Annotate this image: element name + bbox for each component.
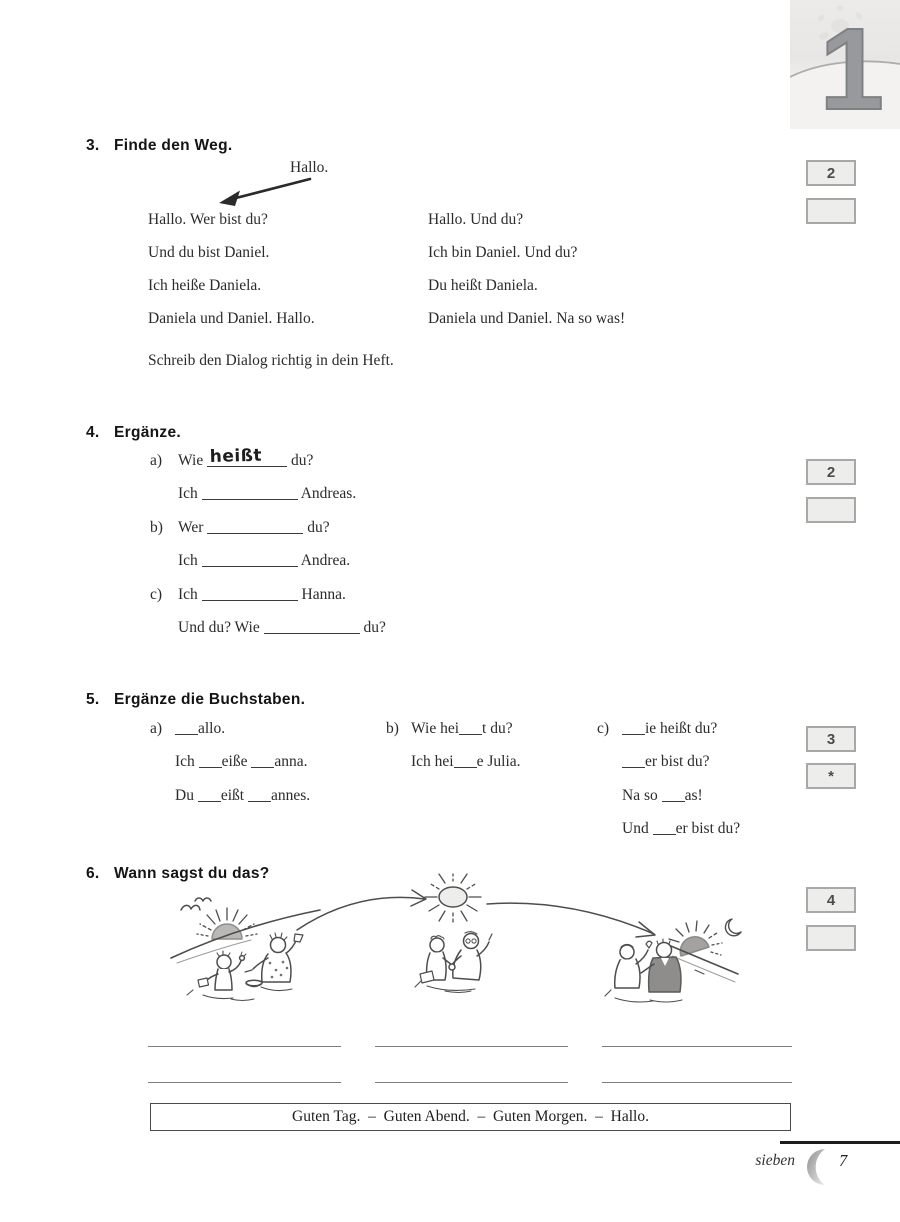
blank-line (264, 617, 360, 634)
line-text: Andreas. (297, 485, 357, 503)
waving-person-figure (198, 951, 246, 990)
item-label (386, 745, 411, 778)
crescent-moon-icon (725, 919, 741, 936)
item-label: a) (150, 452, 163, 469)
item-label (150, 745, 175, 778)
exercise-title: Wann sagst du das? (114, 865, 270, 882)
bowl-icon (246, 980, 262, 986)
exercise-5-column-c (597, 712, 740, 846)
item-label (150, 611, 178, 644)
blank-line (207, 445, 287, 468)
dialog-left-column (148, 203, 315, 335)
item-label (597, 812, 622, 845)
answer-line (375, 1082, 568, 1083)
line-text: Du (175, 786, 198, 804)
blank-line (202, 584, 298, 601)
blank-line (248, 785, 271, 802)
blank-line (202, 551, 298, 568)
line-text: allo. (198, 720, 226, 737)
blank-line (202, 484, 298, 501)
exercise-5-column-b (386, 712, 521, 779)
exercise-4-heading (86, 424, 181, 442)
fill-line (150, 712, 310, 745)
dialog-line: Du heißt Daniela. (428, 277, 538, 294)
fill-line (597, 779, 740, 812)
page-number-word: sieben (755, 1152, 795, 1169)
blank-line (198, 785, 221, 802)
dialog-right-column (428, 203, 625, 335)
line-text: Hanna. (297, 585, 346, 603)
answer-line (148, 1082, 341, 1083)
line-text: Andrea. (297, 552, 351, 570)
ground-strokes (187, 987, 292, 1001)
sunset-evening-scene (605, 919, 741, 1002)
line-text: eiße (221, 753, 252, 771)
exercise-number: 4. (86, 424, 100, 441)
setting-sun-icon (680, 937, 709, 956)
sunrise-morning-scene (171, 898, 320, 1001)
dialog-line: Ich bin Daniel. Und du? (428, 244, 578, 261)
line-text: Ich (175, 753, 199, 771)
fill-line (386, 745, 521, 778)
line-text: Wer (178, 518, 208, 536)
dialog-start-word: Hallo. (290, 159, 329, 176)
answer-line (602, 1046, 792, 1047)
score-box-ex4-result (806, 497, 856, 523)
score-box-ex6-result (806, 925, 856, 951)
handshake-right-person-figure (449, 932, 492, 980)
fill-line (597, 812, 740, 845)
handwritten-answer: heißt (209, 445, 263, 467)
noon-sun-handshake-scene (415, 871, 492, 993)
line-text: e Julia. (476, 753, 521, 771)
item-label (597, 779, 622, 812)
answer-line (148, 1046, 341, 1047)
fill-line (150, 444, 386, 477)
item-label: a) (150, 720, 163, 737)
fill-line (150, 779, 310, 812)
line-text: t du? (482, 720, 513, 737)
exercise-title: Ergänze die Buchstaben. (114, 691, 306, 708)
fill-line (150, 477, 386, 510)
line-text: Wie (178, 452, 208, 469)
exercise-4-lines (150, 444, 386, 644)
fill-line (597, 712, 740, 745)
fill-line (150, 578, 386, 611)
score-box-ex4-points: 2 (806, 459, 856, 485)
birds-icon (195, 898, 211, 901)
blank-line (622, 719, 645, 736)
blank-line (207, 517, 303, 534)
item-label (150, 477, 178, 510)
exercise-5-heading (86, 691, 305, 709)
line-text: eißt (220, 786, 248, 804)
line-text: Ich hei (411, 753, 454, 771)
fill-line (386, 712, 521, 745)
blank-line (454, 752, 477, 769)
line-text: er bist du? (675, 820, 741, 838)
handshake-left-person-figure (420, 936, 455, 983)
score-box-ex3-points: 2 (806, 160, 856, 186)
fill-line (150, 611, 386, 644)
score-box-ex5-points: 3 (806, 726, 856, 752)
dialog-line: Und du bist Daniel. (148, 244, 270, 261)
crescent-ornament-icon (801, 1147, 835, 1189)
noon-sun-icon (439, 887, 467, 907)
unit-corner-box (790, 0, 900, 134)
answer-line (375, 1046, 568, 1047)
blank-line (459, 719, 482, 736)
exercise-3-heading (86, 137, 232, 155)
unit-number: 1 (819, 4, 884, 134)
dialog-line: Daniela und Daniel. Hallo. (148, 310, 315, 327)
item-label: b) (386, 720, 399, 737)
score-box-ex3-result (806, 198, 856, 224)
bowtie-person-figure (615, 941, 652, 988)
line-text: anna. (274, 753, 308, 771)
blank-line (199, 752, 222, 769)
blank-line (622, 752, 645, 769)
item-label (597, 745, 622, 778)
fill-line (150, 511, 386, 544)
dialog-line: Hallo. Wer bist du? (148, 211, 268, 228)
fill-line (150, 544, 386, 577)
item-label (150, 544, 178, 577)
line-text: du? (303, 518, 330, 536)
pajama-person-figure (245, 933, 303, 982)
line-text: Und du? Wie (178, 618, 264, 636)
score-box-ex6-points: 4 (806, 887, 856, 913)
line-text: Ich (178, 585, 202, 603)
blank-line (653, 819, 676, 836)
footer-rule (780, 1141, 900, 1144)
blank-line (662, 785, 685, 802)
line-text: er bist du? (645, 753, 710, 771)
line-text: annes. (270, 786, 311, 804)
line-text: Na so (622, 786, 662, 804)
line-text: du? (287, 452, 314, 469)
blank-line (175, 719, 198, 736)
curved-arrow-icon (487, 903, 655, 937)
line-text: Wie hei (411, 720, 460, 737)
exercise-5-column-a (150, 712, 310, 812)
exercise-title: Finde den Weg. (114, 137, 233, 154)
exercise-number: 5. (86, 691, 100, 708)
dialog-line: Daniela und Daniel. Na so was! (428, 310, 626, 327)
exercise-title: Ergänze. (114, 424, 182, 441)
exercise-3-instruction: Schreib den Dialog richtig in dein Heft. (148, 352, 394, 369)
item-label: c) (597, 720, 610, 737)
line-text: ie heißt du? (645, 720, 718, 737)
page-number: 7 (839, 1151, 848, 1170)
line-text: Ich (178, 552, 202, 570)
times-of-day-illustration (135, 878, 805, 1028)
fill-line (150, 745, 310, 778)
exercise-number: 6. (86, 865, 100, 882)
score-box-ex5-bonus: * (806, 763, 856, 789)
blank-line (251, 752, 274, 769)
word-bank-box: Guten Tag. – Guten Abend. – Guten Morgen. – Hallo. (150, 1103, 791, 1131)
dialog-line: Hallo. Und du? (428, 211, 524, 228)
item-label: c) (150, 585, 163, 603)
line-text: as! (684, 786, 703, 804)
line-text: Ich (178, 485, 202, 503)
answer-line (602, 1082, 792, 1083)
line-text: Und (622, 820, 653, 838)
line-text: du? (359, 618, 386, 636)
item-label (150, 779, 175, 812)
birds-icon (181, 905, 200, 910)
item-label: b) (150, 518, 163, 536)
dialog-line: Ich heiße Daniela. (148, 277, 262, 294)
exercise-number: 3. (86, 137, 100, 154)
fill-line (597, 745, 740, 778)
